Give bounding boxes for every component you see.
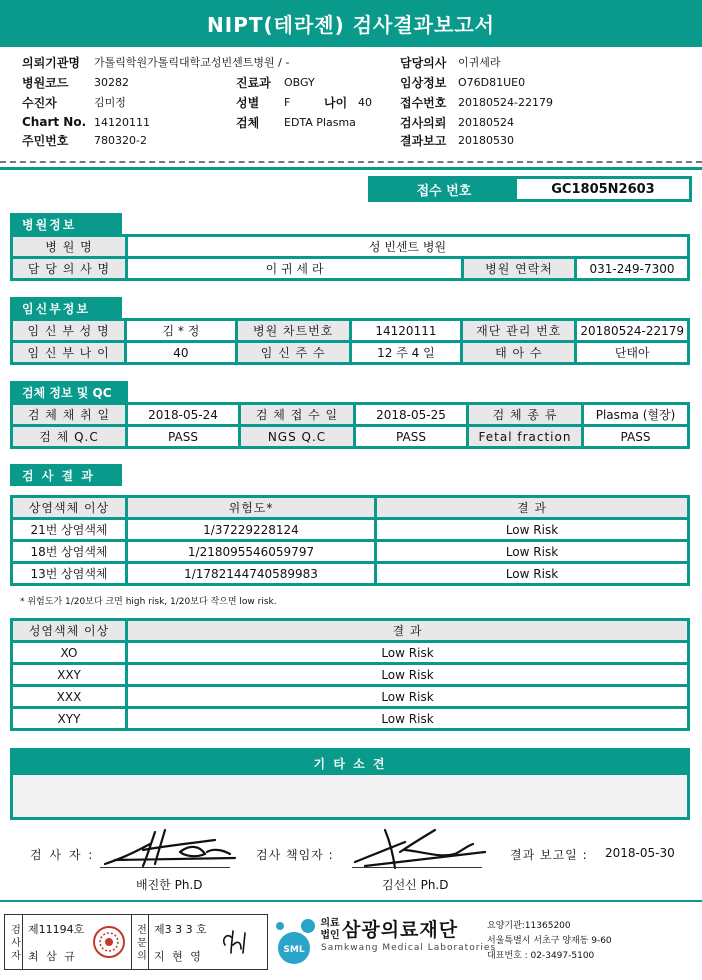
examiner-label: 검 사 자 : <box>30 848 95 862</box>
institution-code: 요양기관:11365200 <box>487 921 571 931</box>
examiner-signature-icon <box>95 822 245 872</box>
collect-label: 검 체 채 취 일 <box>13 405 125 424</box>
header-label: 병원코드 <box>22 75 69 90</box>
footer-license-box <box>4 914 268 970</box>
chromosome-name: XYY <box>13 709 125 728</box>
hospital-name: 성 빈센트 병원 <box>128 237 687 256</box>
license-number: 제3 3 3 호 <box>154 922 207 936</box>
chief-signature-icon <box>345 822 495 872</box>
mgmt-label: 재단 관리 번호 <box>463 321 574 340</box>
specimen-type: Plasma (혈장) <box>584 405 687 424</box>
chromosome-name: XXY <box>13 665 125 684</box>
ngs-label: NGS Q.C <box>241 427 353 446</box>
chief-name: 김선신 Ph.D <box>382 878 449 892</box>
remarks-title: 기 타 소 견 <box>313 756 387 771</box>
patient-age: 40 <box>127 343 235 362</box>
sml-logo-icon <box>272 914 318 968</box>
header-value: 가톨릭학원가톨릭대학교성빈센트병원 / - <box>94 56 290 69</box>
autosome-results-table <box>10 495 690 586</box>
weeks-label: 임 신 주 수 <box>238 343 349 362</box>
receipt-box <box>368 176 692 202</box>
patient-table <box>10 318 690 365</box>
doctor-signature-icon <box>213 915 253 969</box>
header-value: 14120111 <box>94 115 150 129</box>
side-label: 검 사 자 <box>5 915 23 969</box>
header-label: 접수번호 <box>400 95 447 110</box>
section-hospital: 병원정보 <box>10 213 122 235</box>
divider <box>0 167 702 170</box>
header-label: 검사의뢰 <box>400 115 447 130</box>
divider <box>0 161 702 163</box>
receive-date: 2018-05-25 <box>356 405 466 424</box>
receive-label: 검 체 접 수 일 <box>241 405 353 424</box>
side-label: 전 문 의 <box>131 915 149 969</box>
chromosome-name: 21번 상염색체 <box>13 520 125 539</box>
header-label: 진료과 <box>236 75 271 90</box>
fetus-value: 단태아 <box>577 343 687 362</box>
specimen-table <box>10 402 690 449</box>
chart-number: 14120111 <box>352 321 460 340</box>
col-header: 성염색체 이상 <box>13 621 125 640</box>
result-value: Low Risk <box>128 687 687 706</box>
patient-age-label: 임 신 부 나 이 <box>13 343 124 362</box>
receipt-number: GC1805N2603 <box>517 179 689 199</box>
sex-chromosome-table <box>10 618 690 731</box>
logo-text: SML <box>283 945 305 955</box>
header-value: 20180530 <box>458 133 514 147</box>
header-value: OBGY <box>284 75 315 89</box>
risk-footnote: * 위험도가 1/20보다 크면 high risk, 1/20보다 작으면 low risk. <box>20 597 277 607</box>
table-row <box>13 564 687 583</box>
signature-line <box>352 867 482 868</box>
result-value: Low Risk <box>377 564 687 583</box>
chromosome-name: XO <box>13 643 125 662</box>
header-value: 780320-2 <box>94 133 147 147</box>
header-label: 성별 <box>236 95 260 110</box>
table-row <box>13 665 687 684</box>
result-value: Low Risk <box>377 542 687 561</box>
header-value: 이귀세라 <box>458 56 501 69</box>
weeks-value: 12 주 4 일 <box>352 343 460 362</box>
risk-value: 1/37229228124 <box>128 520 374 539</box>
mgmt-number: 20180524-22179 <box>577 321 687 340</box>
result-value: Low Risk <box>128 643 687 662</box>
result-value: Low Risk <box>377 520 687 539</box>
contact-value: 031-249-7300 <box>577 259 687 278</box>
header-label: 주민번호 <box>22 133 69 148</box>
header-value: F <box>284 95 291 109</box>
license-holder: 최 삼 규 <box>28 949 77 963</box>
foundation-name: 삼광의료재단 <box>342 919 459 941</box>
header-label: Chart No. <box>22 115 87 129</box>
header-label: 의뢰기관명 <box>22 55 80 70</box>
risk-value: 1/218095546059797 <box>128 542 374 561</box>
result-value: Low Risk <box>128 709 687 728</box>
ngs-value: PASS <box>356 427 466 446</box>
seal-stamp-icon <box>87 915 131 969</box>
chromosome-name: 18번 상염색체 <box>13 542 125 561</box>
ff-value: PASS <box>584 427 687 446</box>
table-row <box>13 542 687 561</box>
report-date: 2018-05-30 <box>605 846 675 860</box>
chromosome-name: 13번 상염색체 <box>13 564 125 583</box>
chromosome-name: XXX <box>13 687 125 706</box>
examiner-name: 배진한 Ph.D <box>136 878 203 892</box>
qc-value: PASS <box>128 427 238 446</box>
table-row <box>13 709 687 728</box>
section-specimen: 검체 정보 및 QC <box>10 381 128 403</box>
chief-label: 검사 책임자 : <box>256 848 334 862</box>
doctor-label: 담 당 의 사 명 <box>13 259 125 278</box>
type-label: 검 체 종 류 <box>469 405 581 424</box>
header-label: 임상정보 <box>400 75 447 90</box>
fetus-label: 태 아 수 <box>463 343 574 362</box>
chart-label: 병원 차트번호 <box>238 321 349 340</box>
license-holder: 지 현 영 <box>154 949 203 963</box>
col-header: 위험도* <box>128 498 374 517</box>
table-row <box>13 643 687 662</box>
header-value: O76D81UE0 <box>458 75 526 89</box>
divider <box>0 900 702 902</box>
receipt-label: 접수 번호 <box>416 183 472 199</box>
foundation-english: Samkwang Medical Laboratories <box>321 943 497 953</box>
address: 서울특별시 서초구 양재동 9-60 <box>487 936 612 946</box>
col-header: 상염색체 이상 <box>13 498 125 517</box>
remarks-box <box>10 748 690 820</box>
qc-label: 검 체 Q.C <box>13 427 125 446</box>
header-value: 20180524-22179 <box>458 95 553 109</box>
result-value: Low Risk <box>128 665 687 684</box>
hospital-name-label: 병 원 명 <box>13 237 125 256</box>
phone: 대표번호 : 02-3497-5100 <box>487 951 595 961</box>
header-value: EDTA Plasma <box>284 115 356 129</box>
ff-label: Fetal fraction <box>469 427 581 446</box>
header-label: 결과보고 <box>400 133 447 148</box>
header-label: 나이 <box>324 95 348 110</box>
contact-label: 병원 연락처 <box>464 259 574 278</box>
header-value: 30282 <box>94 75 129 89</box>
table-row <box>13 520 687 539</box>
patient-name-label: 임 신 부 성 명 <box>13 321 124 340</box>
collect-date: 2018-05-24 <box>128 405 238 424</box>
page-title: NIPT(테라젠) 검사결과보고서 <box>0 0 702 47</box>
doctor-name: 이 귀 세 라 <box>128 259 461 278</box>
col-header: 결 과 <box>128 621 687 640</box>
report-header <box>22 52 692 152</box>
header-value: 김미정 <box>94 96 126 109</box>
header-label: 수진자 <box>22 95 57 110</box>
patient-name: 김 * 정 <box>127 321 235 340</box>
remarks-text <box>13 775 687 817</box>
hospital-table <box>10 234 690 281</box>
header-label: 검체 <box>236 115 260 130</box>
table-row <box>13 687 687 706</box>
section-results: 검 사 결 과 <box>10 464 122 486</box>
risk-value: 1/1782144740589983 <box>128 564 374 583</box>
report-date-label: 결과 보고일 : <box>510 848 588 862</box>
header-value: 40 <box>358 95 372 109</box>
signature-line <box>100 867 230 868</box>
corp-type: 의료 법인 <box>320 918 340 941</box>
header-label: 담당의사 <box>400 55 447 70</box>
header-value: 20180524 <box>458 115 514 129</box>
license-number: 제11194호 <box>28 922 85 936</box>
col-header: 결 과 <box>377 498 687 517</box>
section-patient: 임신부정보 <box>10 297 122 319</box>
